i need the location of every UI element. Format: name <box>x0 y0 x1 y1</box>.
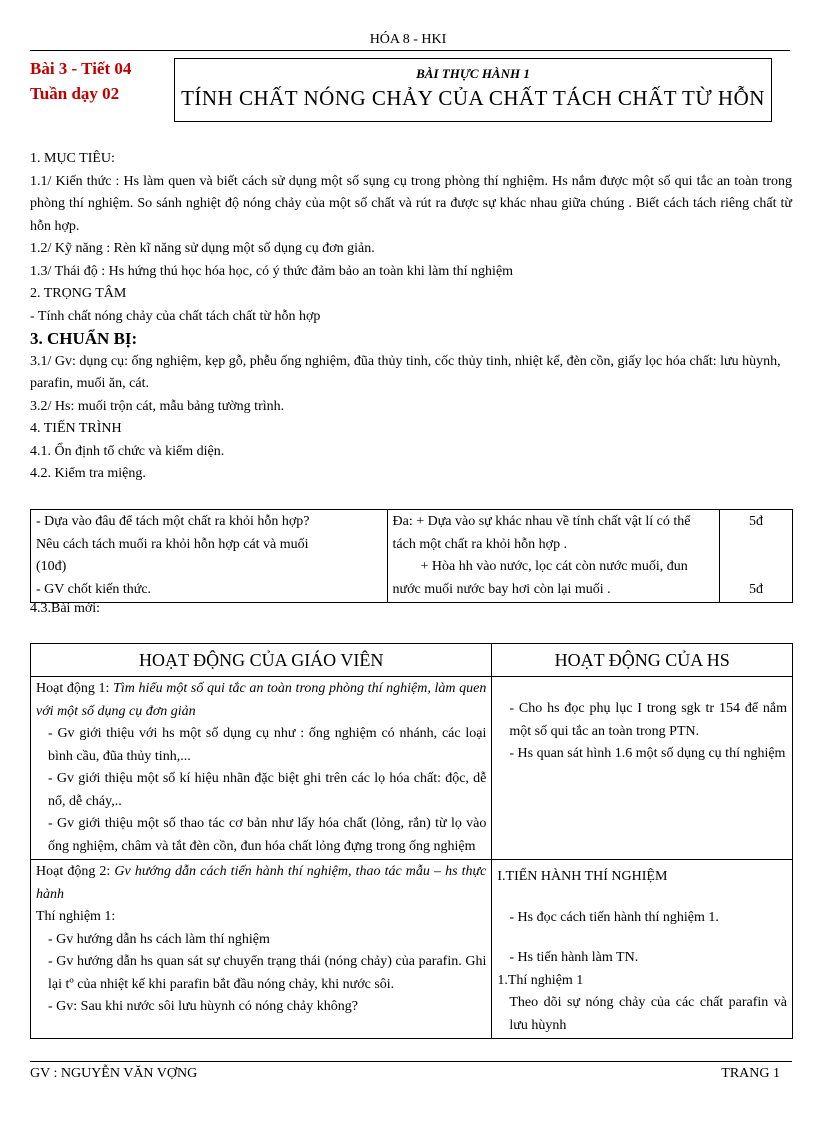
focus-text: - Tính chất nóng chảy của chất tách chất từ hỗn hợp <box>30 308 321 324</box>
section-objectives: 1. MỤC TIÊU: <box>30 151 115 166</box>
activity-2-teacher-step-2: - Gv hướng dẫn hs quan sát sự chuyển trạng thái (nóng chảy) của parafin. Ghi lại tº của nhiệt kế khi parafin bắt đầu nóng chảy, khi nước sôi. <box>48 954 487 992</box>
procedure-step-1: 4.1. Ổn định tổ chức và kiểm diện. <box>30 443 225 459</box>
footer-page-number: TRANG 1 <box>721 1066 780 1081</box>
activity-2-teacher-step-3: - Gv: Sau khi nước sôi lưu hùynh có nóng chảy không? <box>48 999 358 1014</box>
lesson-info <box>30 56 131 106</box>
activity-2-student-step-2: - Hs tiến hành làm TN. <box>509 950 639 965</box>
prep-teacher: 3.1/ Gv: dụng cụ: ống nghiệm, kẹp gỗ, phễu ống nghiệm, đũa thủy tinh, cốc thủy tinh, nhiệt kế, đèn cồn, giấy lọc hóa chất: lưu hùynh, parafin, muối ăn, cát. <box>30 353 781 391</box>
experiment-1-description: Theo dõi sự nóng chảy của các chất parafin và lưu hùynh <box>509 995 787 1033</box>
procedure-step-2: 4.2. Kiểm tra miệng. <box>30 466 146 481</box>
activity-1-student <box>492 677 793 860</box>
activity-1-teacher-step-1: - Gv giới thiệu với hs một số dụng cụ như : ống nghiệm có nhánh, các loại bình cầu, đũa thủy tinh,... <box>48 726 487 764</box>
check-points <box>720 510 793 603</box>
header-rule <box>30 50 790 51</box>
experiment-section-heading: I.TIẾN HÀNH THÍ NGHIỆM <box>497 869 668 884</box>
activity-2-teacher-step-1: - Gv hướng dẫn hs cách làm thí nghiệm <box>48 931 270 947</box>
title-subheading: BÀI THỰC HÀNH 1 <box>416 66 530 81</box>
check-questions <box>31 510 388 603</box>
activity-1-teacher-step-3: - Gv giới thiệu một số thao tác cơ bản như lấy hóa chất (lỏng, rắn) từ lọ vào ống nghiệm, châm và tắt đèn cồn, đun hóa chất lỏng đựng trong ống nghiệm <box>48 816 487 854</box>
activity-2-label: Hoạt động 2: <box>36 864 111 879</box>
student-activity-header: HOẠT ĐỘNG CỦA HS <box>492 644 793 677</box>
section-focus: 2. TRỌNG TÂM <box>30 286 127 301</box>
lesson-number: Bài 3 - Tiết 04 <box>30 59 132 78</box>
activity-2-student-step-1: - Hs đọc cách tiến hành thí nghiệm 1. <box>509 909 719 925</box>
activity-1-title: Tìm hiểu một số qui tắc an toàn trong phòng thí nghiệm, làm quen với một số dụng cụ đơn giản <box>36 681 487 719</box>
activity-table <box>30 643 793 1039</box>
activity-2-student <box>492 860 793 1039</box>
experiment-1-label: Thí nghiệm 1: <box>36 909 116 924</box>
new-lesson-label: 4.3.Bài mới: <box>30 601 101 616</box>
activity-1-student-step-2: - Hs quan sát hình 1.6 một số dụng cụ thí nghiệm <box>509 746 786 761</box>
footer-teacher: GV : NGUYỄN VĂN VỢNG <box>30 1066 198 1081</box>
teacher-activity-header: HOẠT ĐỘNG CỦA GIÁO VIÊN <box>31 644 492 677</box>
check-points-2: 5đ <box>749 581 764 597</box>
title-box <box>174 58 772 122</box>
check-answers <box>387 510 720 603</box>
activity-1-student-step-1: - Cho hs đọc phụ lục I trong sgk tr 154 để nắm một số qui tắc an toàn trong PTN. <box>509 701 787 739</box>
oral-check-table <box>30 509 793 603</box>
check-question-1: - Dựa vào đâu để tách một chất ra khỏi hỗn hợp? <box>36 514 310 529</box>
objective-skill: 1.2/ Kỹ năng : Rèn kĩ năng sử dụng một số dụng cụ đơn giản. <box>30 241 375 256</box>
lesson-body <box>30 148 792 486</box>
subject-header: HÓA 8 - HKI <box>369 32 447 47</box>
activity-1-label: Hoạt động 1: <box>36 681 110 696</box>
check-conclusion: - GV chốt kiến thức. <box>36 581 152 597</box>
experiment-1-heading: 1.Thí nghiệm 1 <box>497 972 584 988</box>
activity-1-teacher-step-2: - Gv giới thiệu một số kí hiệu nhãn đặc biệt ghi trên các lọ hóa chất: độc, dễ nổ, dễ cháy,.. <box>48 771 487 809</box>
objective-knowledge: 1.1/ Kiến thức : Hs làm quen và biết cách sử dụng một số sụng cụ trong phòng thí nghiệm. Hs nắm được một số qui tắc an toàn trong phòng thí nghiệm. So sánh nghiệt độ nóng chảy của một số chất và rút ra được sự khác nhau giữa chúng . Biết cách tách riêng chất từ hỗn hợp. <box>30 173 792 234</box>
check-points-1: 5đ <box>749 514 764 529</box>
lesson-week: Tuần dạy 02 <box>30 84 120 103</box>
check-answer-1: Đa: + Dựa vào sự khác nhau về tính chất vật lí có thể tách một chất ra khỏi hỗn hợp . <box>392 514 691 552</box>
activity-2-teacher <box>31 860 492 1039</box>
section-preparation: 3. CHUẨN BỊ: <box>30 329 138 348</box>
check-question-2: Nêu cách tách muối ra khỏi hỗn hợp cát và muối <box>36 536 309 552</box>
page-title: TÍNH CHẤT NÓNG CHẢY CỦA CHẤT TÁCH CHẤT TỪ HỖN <box>181 86 765 110</box>
check-answer-2: + Hòa hh vào nước, lọc cát còn nước muối, đun nước muối nước bay hơi còn lại muối . <box>392 559 688 597</box>
objective-attitude: 1.3/ Thái độ : Hs hứng thú học hóa học, có ý thức đảm bảo an toàn khi làm thí nghiệm <box>30 263 514 279</box>
activity-1-teacher <box>31 677 492 860</box>
section-procedure: 4. TIẾN TRÌNH <box>30 421 122 436</box>
footer-rule <box>30 1061 792 1062</box>
activity-2-title: Gv hướng dẫn cách tiến hành thí nghiệm, thao tác mẫu – hs thực hành <box>36 864 487 902</box>
check-question-score: (10đ) <box>36 559 67 574</box>
prep-student: 3.2/ Hs: muối trộn cát, mẫu bảng tường trình. <box>30 398 285 414</box>
